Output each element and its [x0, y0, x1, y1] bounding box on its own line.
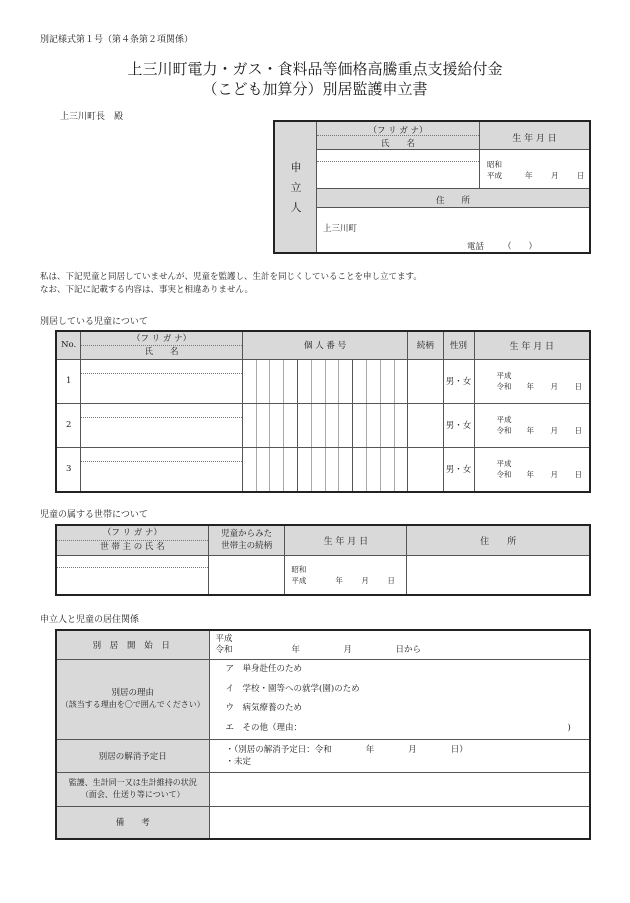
declaration-line2: なお、下記に記載する内容は、事実と相違ありません。 — [40, 285, 254, 295]
end-date-options — [209, 739, 590, 772]
digit-cell[interactable] — [256, 448, 270, 491]
start-date-label: 別 居 開 始 日 — [56, 630, 209, 659]
end-date-undecided[interactable]: ・未定 — [225, 756, 252, 767]
support-input[interactable] — [209, 772, 590, 806]
table-row — [56, 447, 590, 492]
child-mynumber-input[interactable] — [242, 403, 408, 447]
col-name: （フ リ ガ ナ） 氏 名 — [81, 331, 242, 359]
child-mynumber-input[interactable] — [242, 447, 408, 492]
title-line2: （こども加算分）別居監護申立書 — [202, 80, 428, 98]
child-name-input[interactable] — [81, 403, 242, 447]
title-line1: 上三川町電力・ガス・食料品等価格高騰重点支援給付金 — [127, 60, 503, 78]
digit-cell[interactable] — [256, 404, 270, 447]
applicant-era1: 昭和 — [487, 160, 502, 169]
applicant-furigana-input[interactable] — [323, 151, 473, 161]
end-date-planned[interactable]: ・（別居の解消予定日：令和 年 月 日） — [225, 744, 468, 755]
digit-cell[interactable] — [366, 360, 380, 403]
applicant-furigana-label: （フ リ ガ ナ） — [368, 126, 428, 136]
applicant-phone-input[interactable]: （ ） — [503, 242, 538, 252]
digit-cell[interactable] — [325, 448, 339, 491]
remarks-input[interactable] — [209, 806, 590, 839]
digit-cell[interactable] — [394, 404, 408, 447]
reason-options — [209, 659, 590, 739]
applicant-side-label: 申 立 人 — [275, 122, 317, 252]
col-mynumber: 個 人 番 号 — [242, 331, 408, 359]
digit-cell[interactable] — [269, 360, 283, 403]
digit-cell[interactable] — [394, 448, 408, 491]
digit-cell[interactable] — [325, 360, 339, 403]
digit-cell[interactable] — [256, 360, 270, 403]
child-relation-input[interactable] — [408, 447, 443, 492]
household-address-input[interactable] — [407, 555, 590, 595]
col-no: No. — [56, 331, 81, 359]
section1-heading: 別居している児童について — [40, 317, 148, 327]
section3-heading: 申立人と児童の居住関係 — [40, 615, 140, 625]
children-table — [55, 330, 591, 493]
applicant-block: 申 立 人 （フ リ ガ ナ） 氏 名 生 年 月 日 昭和 平成 年 月 日 住 所 上三川町 電話 （ ） — [273, 120, 591, 254]
digit-cell[interactable] — [366, 404, 380, 447]
digit-cell[interactable] — [269, 448, 283, 491]
start-date-input[interactable]: 平成 令和 年 月 日から — [209, 630, 590, 659]
row-no: 1 — [56, 359, 81, 403]
table-row — [56, 403, 590, 447]
applicant-dob-label: 生 年 月 日 — [512, 134, 557, 144]
reason-option-i[interactable]: イ 学校・園等への就学(園)のため — [225, 683, 360, 694]
digit-cell[interactable] — [311, 404, 325, 447]
section2-heading: 児童の属する世帯について — [40, 510, 148, 520]
digit-cell[interactable] — [325, 404, 339, 447]
end-date-label: 別居の解消予定日 — [56, 739, 209, 772]
addressee: 上三川町長 殿 — [60, 112, 124, 122]
digit-cell[interactable] — [297, 360, 311, 403]
digit-cell[interactable] — [380, 448, 394, 491]
applicant-name-input[interactable] — [323, 164, 473, 186]
support-label: 監護、生計同一又は生計維持の状況 （面会、仕送り等について） — [56, 772, 209, 806]
form-id: 別記様式第１号（第４条第２項関係） — [40, 35, 194, 45]
applicant-era2: 平成 — [487, 171, 502, 180]
col-household-relation: 児童からみた 世帯主の続柄 — [208, 525, 285, 555]
col-dob: 生 年 月 日 — [474, 331, 590, 359]
reason-option-e[interactable]: エ その他（理由： ) — [225, 722, 571, 733]
col-household-dob: 生 年 月 日 — [285, 525, 407, 555]
digit-cell[interactable] — [269, 404, 283, 447]
digit-cell[interactable] — [297, 404, 311, 447]
digit-cell[interactable] — [338, 360, 352, 403]
declaration-line1: 私は、下記児童と同居していませんが、児童を監護し、生計を同じくしていることを申し立てます。 — [40, 272, 422, 282]
reason-label: 別居の理由 （該当する理由を〇で囲んでください） — [56, 659, 209, 739]
digit-cell[interactable] — [394, 360, 408, 403]
child-dob-input[interactable]: 平成 令和 年 月 日 — [474, 403, 590, 447]
table-row — [56, 359, 590, 403]
remarks-label: 備 考 — [56, 806, 209, 839]
digit-cell[interactable] — [311, 360, 325, 403]
digit-cell[interactable] — [283, 404, 297, 447]
household-relation-input[interactable] — [208, 555, 285, 595]
digit-cell[interactable] — [352, 404, 366, 447]
col-household-name: （フ リ ガ ナ） 世 帯 主 の 氏 名 — [56, 525, 208, 555]
child-name-input[interactable] — [81, 359, 242, 403]
col-household-address: 住 所 — [407, 525, 590, 555]
digit-cell[interactable] — [283, 448, 297, 491]
applicant-dob-input[interactable] — [480, 152, 589, 186]
child-dob-input[interactable]: 平成 令和 年 月 日 — [474, 359, 590, 403]
digit-cell[interactable] — [366, 448, 380, 491]
digit-cell[interactable] — [297, 448, 311, 491]
digit-cell[interactable] — [243, 404, 256, 447]
child-dob-input[interactable]: 平成 令和 年 月 日 — [474, 447, 590, 492]
applicant-address-input[interactable] — [370, 214, 585, 236]
row-no: 3 — [56, 447, 81, 492]
digit-cell[interactable] — [311, 448, 325, 491]
household-name-input[interactable] — [56, 555, 208, 595]
digit-cell[interactable] — [338, 448, 352, 491]
digit-cell[interactable] — [380, 404, 394, 447]
digit-cell[interactable] — [338, 404, 352, 447]
applicant-address-prefix: 上三川町 — [323, 224, 358, 234]
digit-cell[interactable] — [243, 448, 256, 491]
row-no: 2 — [56, 403, 81, 447]
household-dob-input[interactable]: 昭和 平成 年 月 日 — [285, 555, 407, 595]
reason-option-a[interactable]: ア 単身赴任のため — [225, 664, 303, 674]
digit-cell[interactable] — [380, 360, 394, 403]
child-sex-select[interactable]: 男・女 — [443, 359, 474, 403]
reason-option-u[interactable]: ウ 病気療養のため — [225, 703, 303, 713]
digit-cell[interactable] — [352, 448, 366, 491]
col-relation: 続柄 — [408, 331, 443, 359]
digit-cell[interactable] — [283, 360, 297, 403]
applicant-name-label: 氏 名 — [380, 139, 415, 149]
child-relation-input[interactable] — [408, 359, 443, 403]
table-row — [56, 555, 590, 595]
digit-cell[interactable] — [243, 360, 256, 403]
child-mynumber-input[interactable] — [242, 359, 408, 403]
col-sex: 性別 — [443, 331, 474, 359]
applicant-phone-label: 電話 — [467, 242, 485, 252]
household-table — [55, 524, 591, 596]
digit-cell[interactable] — [352, 360, 366, 403]
child-sex-select[interactable]: 男・女 — [443, 447, 474, 492]
child-relation-input[interactable] — [408, 403, 443, 447]
child-name-input[interactable] — [81, 447, 242, 492]
child-sex-select[interactable]: 男・女 — [443, 403, 474, 447]
applicant-address-label: 住 所 — [435, 196, 470, 206]
residence-table — [55, 629, 591, 840]
